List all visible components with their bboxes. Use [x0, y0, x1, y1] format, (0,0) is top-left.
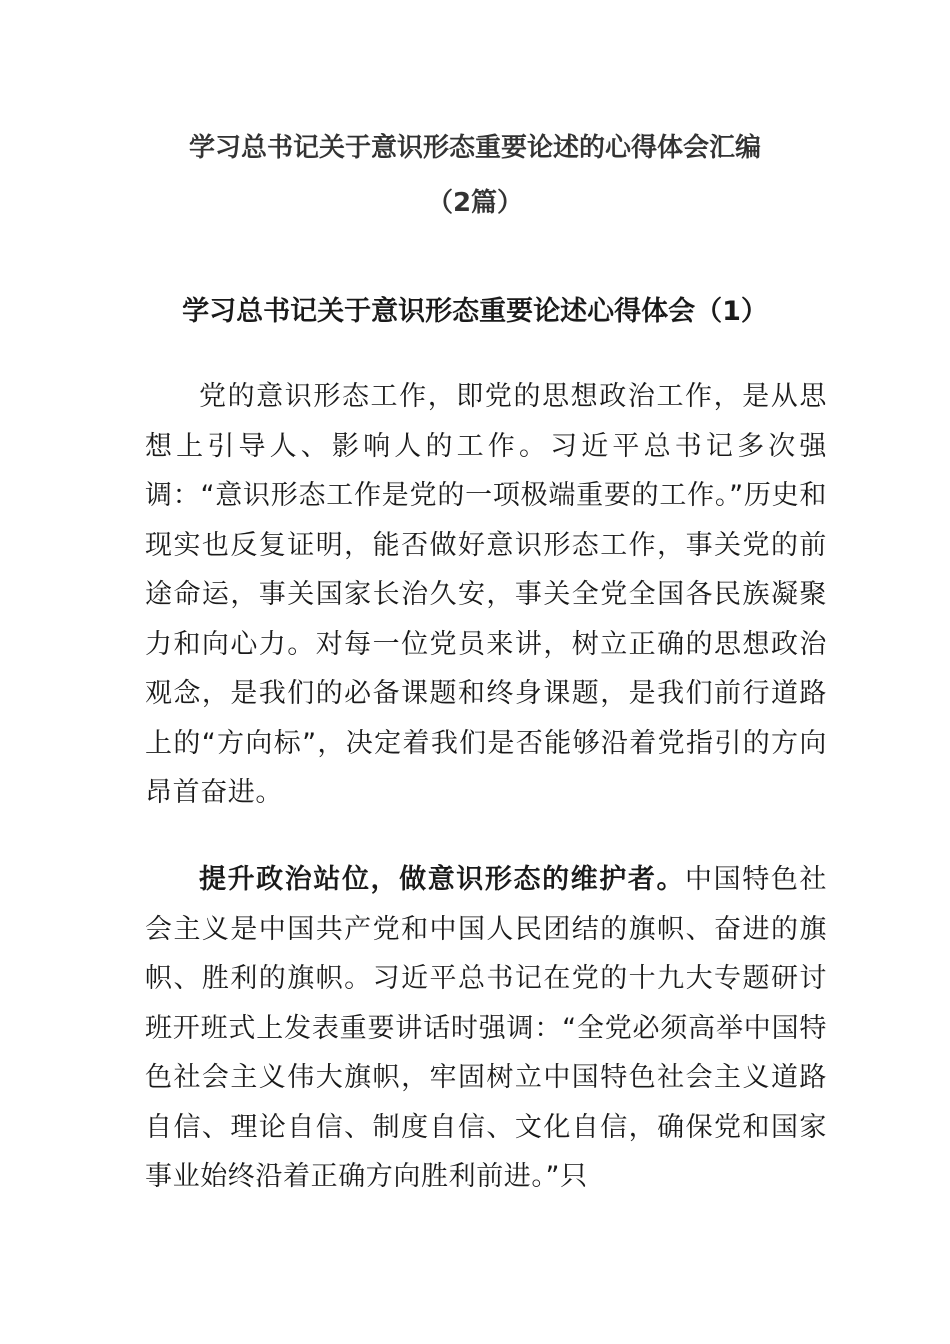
paragraph-political-stance [145, 855, 827, 1202]
paragraph-text: 党的意识形态工作，即党的思想政治工作，是从思想上引导人、影响人的工作。习近平总书记多次强调：“意识形态工作是党的一项极端重要的工作。”历史和现实也反复证明，能否做好意识形态工作，事关党的前途命运，事关国家长治久安，事关全党全国各民族凝聚力和向心力。对每一位党员来讲，树立正确的思想政治观念，是我们的必备课题和终身课题，是我们前行道路上的“方向标”，决定着我们是否能够沿着党指引的方向昂首奋进。 [145, 381, 827, 808]
document-title: 学习总书记关于意识形态重要论述的心得体会汇编 [188, 133, 761, 163]
paragraph-intro [145, 372, 827, 818]
document-title-count: （2篇） [426, 188, 524, 218]
paragraph-lead-heading: 提升政治站位，做意识形态的维护者。 [199, 864, 686, 895]
paragraph-text: 中国特色社会主义是中国共产党和中国人民团结的旗帜、奋进的旗帜、胜利的旗帜。习近平总书记在党的十九大专题研讨班开班式上发表重要讲话时强调：“全党必须高举中国特色社会主义伟大旗帜，牢固树立中国特色社会主义道路自信、理论自信、制度自信、文化自信，确保党和国家事业始终沿着正确方向胜利前进。”只 [145, 864, 828, 1192]
section-title: 学习总书记关于意识形态重要论述心得体会（1） [182, 296, 768, 327]
